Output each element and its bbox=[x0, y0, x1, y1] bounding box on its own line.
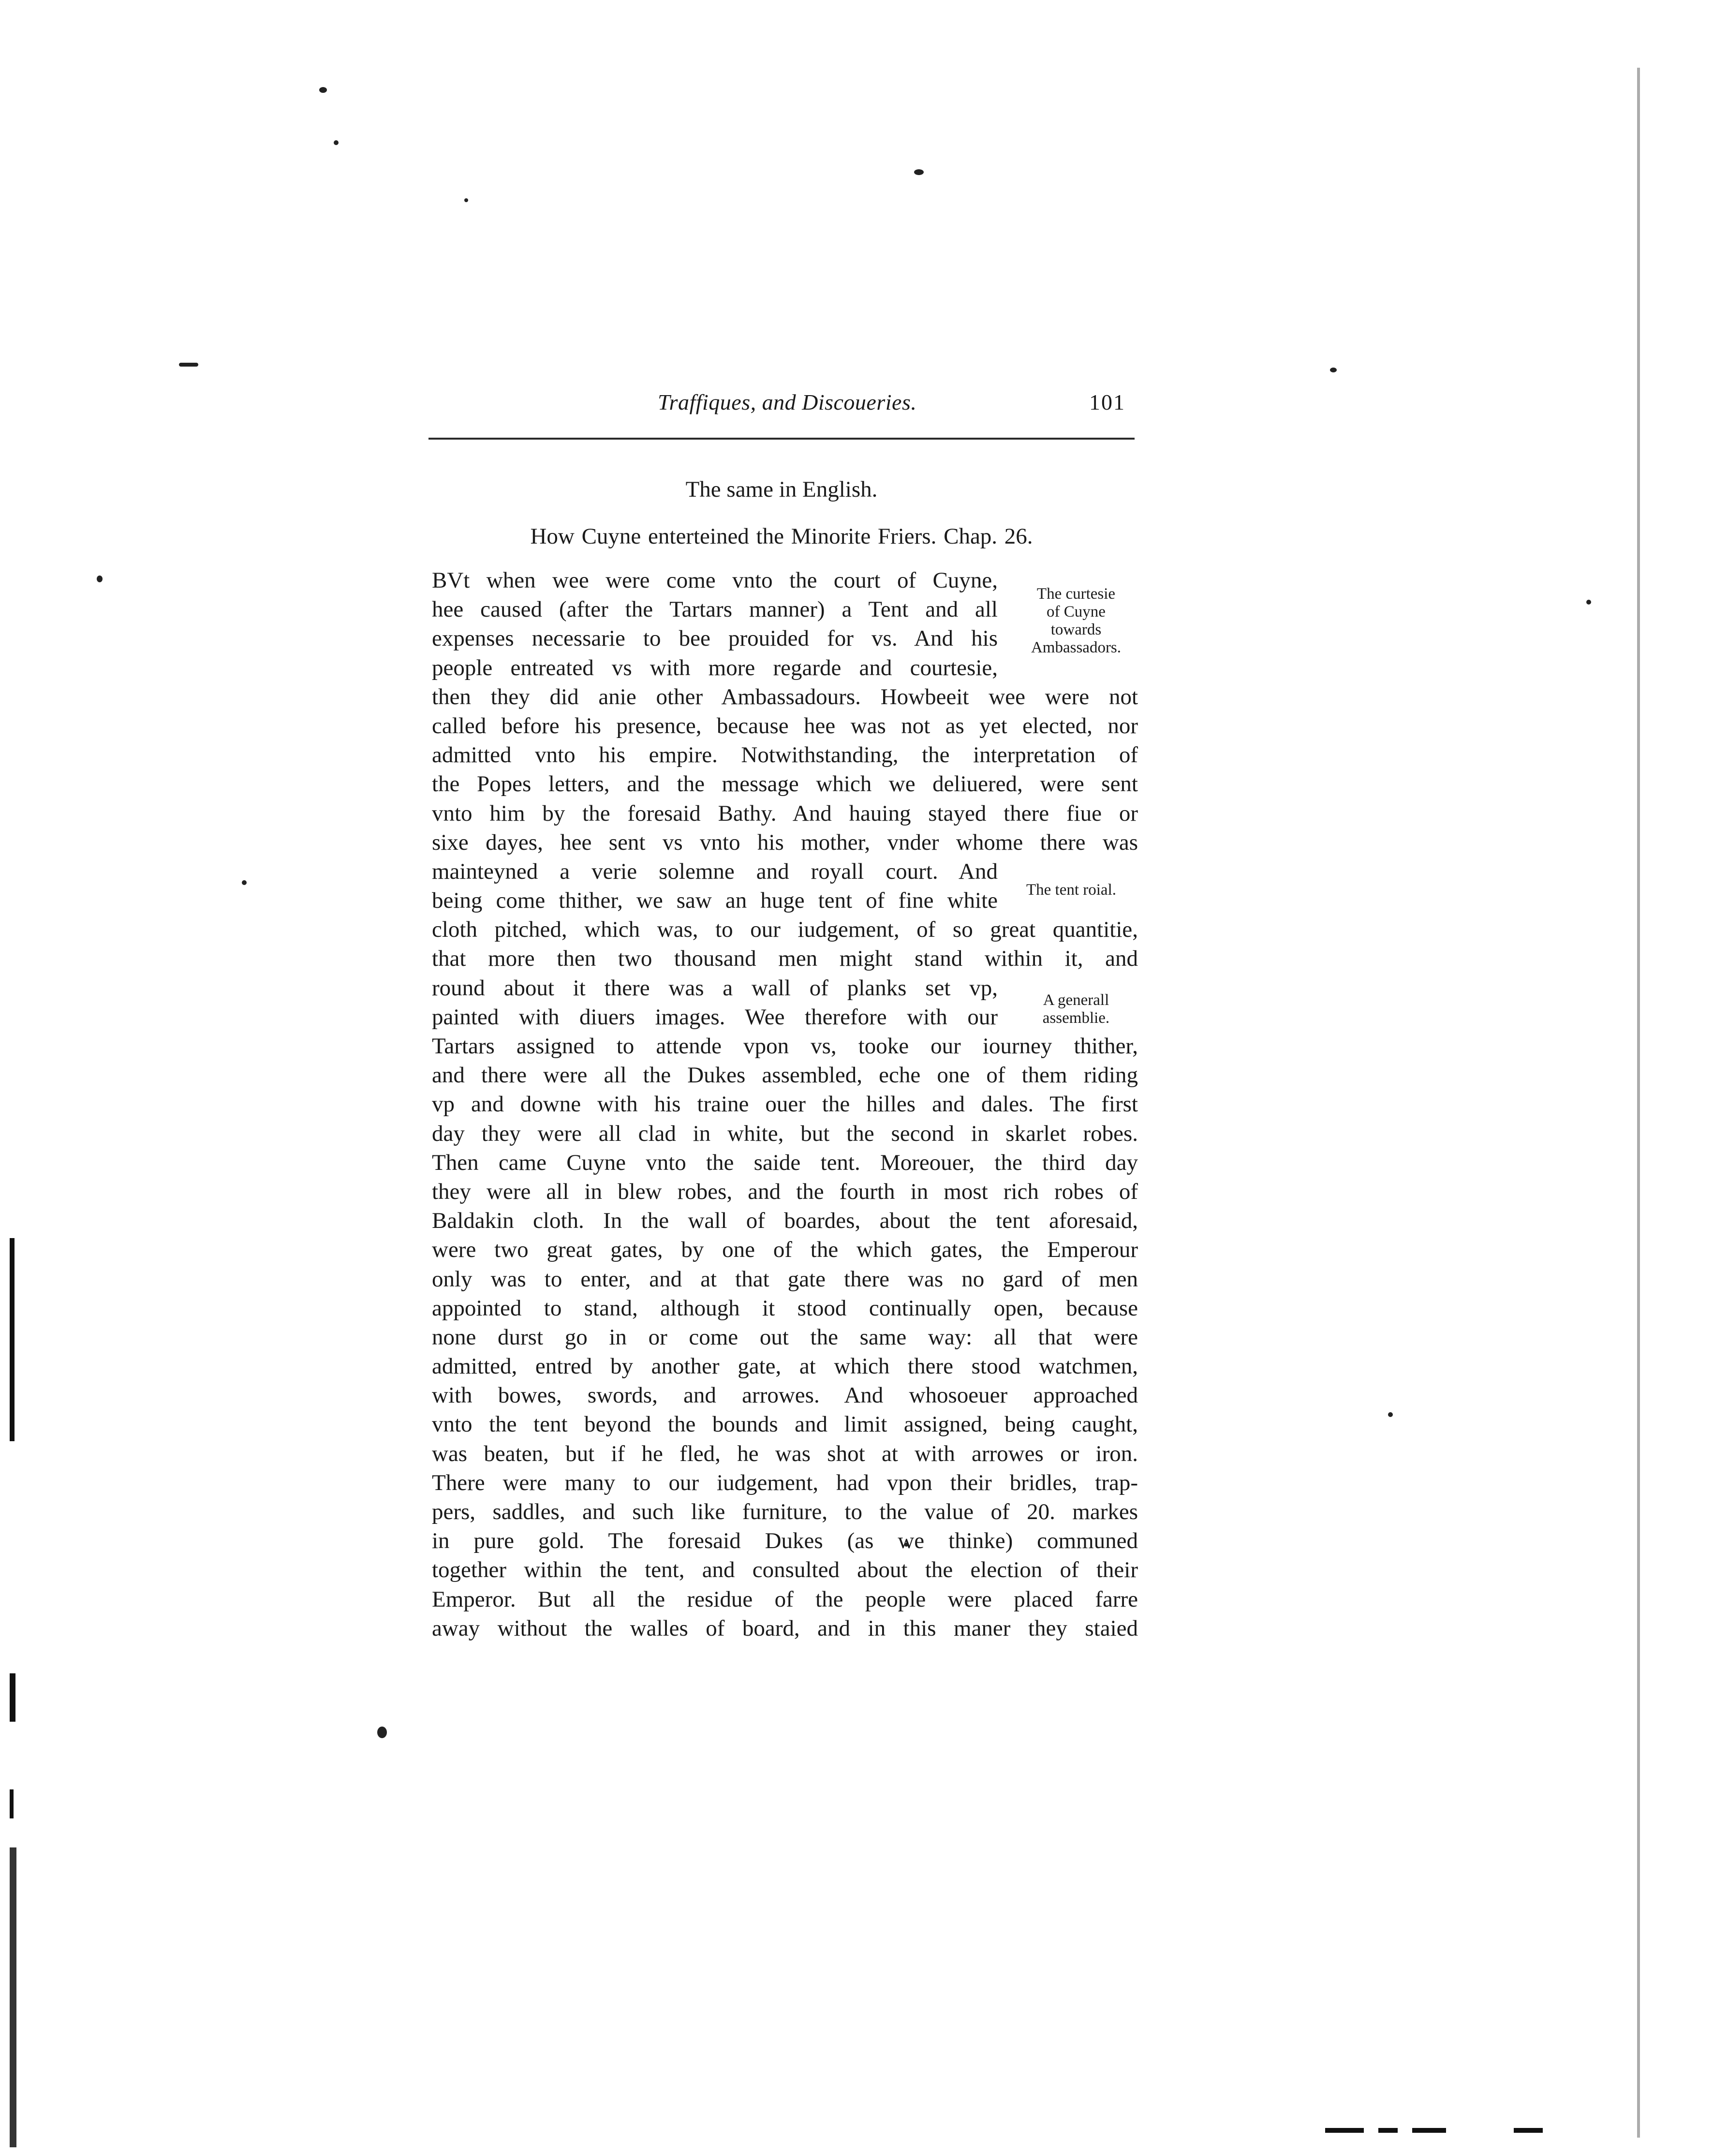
speck bbox=[319, 87, 327, 93]
running-title: Traffiques, and Discoueries. bbox=[658, 390, 917, 414]
bottom-dash-4 bbox=[1514, 2128, 1543, 2133]
text-line: called before his presence, because hee was not as yet elected, nor bbox=[432, 713, 1138, 738]
text-line: round about it there was a wall of planks set vp, bbox=[432, 975, 998, 1001]
speck bbox=[1388, 1412, 1393, 1417]
text-line: vp and downe with his traine ouer the hilles and dales. The first bbox=[432, 1092, 1138, 1117]
text-line: they were all in blew robes, and the fourth in most rich robes of bbox=[432, 1179, 1138, 1204]
sidenote-line: assemblie. bbox=[1042, 1009, 1110, 1027]
left-edge-shadow-bottom bbox=[10, 1789, 14, 1818]
text-line: BVt when wee were come vnto the court of Cuyne, bbox=[432, 568, 998, 593]
text-line: pers, saddles, and such like furniture, to the value of 20. markes bbox=[432, 1499, 1138, 1524]
bottom-dash-3 bbox=[1412, 2128, 1446, 2133]
text-line: day they were all clad in white, but the second in skarlet robes. bbox=[432, 1121, 1138, 1146]
text-line: the Popes letters, and the message which we deliuered, were sent bbox=[432, 771, 1138, 797]
text-line: away without the walles of board, and in this maner they staied bbox=[432, 1615, 1138, 1641]
bottom-dash-1 bbox=[1325, 2128, 1364, 2133]
text-line: painted with diuers images. Wee therefore with our bbox=[432, 1004, 998, 1030]
text-line: cloth pitched, which was, to our iudgement, of so great quantitie, bbox=[432, 917, 1138, 943]
page-number: 101 bbox=[1089, 390, 1125, 414]
bottom-dash-2 bbox=[1378, 2128, 1398, 2133]
text-line: appointed to stand, although it stood continually open, because bbox=[432, 1295, 1138, 1321]
text-line: Then came Cuyne vnto the saide tent. Moreouer, the third day bbox=[432, 1150, 1138, 1175]
sidenote-line: A generall bbox=[1043, 991, 1109, 1009]
sidenote-assembly bbox=[1016, 991, 1137, 1027]
text-line: Tartars assigned to attende vpon vs, tooke our iourney thither, bbox=[432, 1034, 1138, 1059]
header-rule bbox=[428, 438, 1135, 440]
speck bbox=[914, 169, 924, 175]
chapter-title: How Cuyne enterteined the Minorite Friers. Chap. 26. bbox=[530, 524, 1033, 549]
sidenote-line: The tent roial. bbox=[1026, 881, 1116, 899]
speck bbox=[97, 576, 103, 582]
text-line: together within the tent, and consulted about the election of their bbox=[432, 1557, 1138, 1583]
text-line: was beaten, but if he fled, he was shot at with arrowes or iron. bbox=[432, 1441, 1138, 1466]
text-line: vnto the tent beyond the bounds and limit assigned, being caught, bbox=[432, 1412, 1138, 1437]
section-title: The same in English. bbox=[685, 477, 878, 502]
speck bbox=[1330, 368, 1337, 372]
text-line: expenses necessarie to bee prouided for vs. And his bbox=[432, 626, 998, 651]
sidenote-curtesie bbox=[1004, 585, 1149, 657]
text-line: people entreated vs with more regarde and courtesie, bbox=[432, 655, 998, 680]
left-edge-binding bbox=[10, 1847, 16, 2147]
text-line: hee caused (after the Tartars manner) a Tent and all bbox=[432, 597, 998, 622]
text-line: and there were all the Dukes assembled, eche one of them riding bbox=[432, 1063, 1138, 1088]
body-text bbox=[432, 566, 1138, 1643]
text-line: sixe dayes, hee sent vs vnto his mother, vnder whome there was bbox=[432, 829, 1138, 855]
speck bbox=[464, 198, 468, 202]
text-line: were two great gates, by one of the which gates, the Emperour bbox=[432, 1237, 1138, 1263]
text-line: mainteyned a verie solemne and royall court. And bbox=[432, 858, 998, 884]
text-line: admitted, entred by another gate, at which there stood watchmen, bbox=[432, 1354, 1138, 1379]
text-line: with bowes, swords, and arrowes. And whosoeuer approached bbox=[432, 1383, 1138, 1408]
speck bbox=[242, 880, 247, 885]
text-line: Baldakin cloth. In the wall of boardes, about the tent aforesaid, bbox=[432, 1208, 1138, 1234]
sidenote-line: towards bbox=[1050, 621, 1102, 638]
text-line: none durst go in or come out the same way: all that were bbox=[432, 1324, 1138, 1350]
text-line: admitted vnto his empire. Notwithstanding, the interpretation of bbox=[432, 742, 1138, 768]
text-line: then they did anie other Ambassadours. Howbeeit wee were not bbox=[432, 684, 1138, 709]
text-line: There were many to our iudgement, had vpon their bridles, trap- bbox=[432, 1470, 1138, 1495]
right-edge-strip bbox=[1637, 68, 1640, 2138]
speck bbox=[179, 363, 198, 367]
sidenote-line: of Cuyne bbox=[1047, 603, 1106, 620]
speck bbox=[377, 1727, 387, 1738]
text-line: vnto him by the foresaid Bathy. And hauing stayed there fiue or bbox=[432, 800, 1138, 826]
speck bbox=[334, 140, 339, 145]
text-line: being come thither, we saw an huge tent of fine white bbox=[432, 888, 998, 914]
left-edge-shadow-lower bbox=[10, 1673, 15, 1722]
text-line: in pure gold. The foresaid Dukes (as we thinke) communed bbox=[432, 1528, 1138, 1554]
sidenote-tent bbox=[1008, 881, 1134, 899]
text-line: that more then two thousand men might stand within it, and bbox=[432, 946, 1138, 972]
sidenote-line: The curtesie bbox=[1036, 585, 1116, 603]
running-head bbox=[426, 389, 1132, 428]
text-line: only was to enter, and at that gate there was no gard of men bbox=[432, 1266, 1138, 1292]
sidenote-line: Ambassadors. bbox=[1031, 639, 1122, 656]
text-line: Emperor. But all the residue of the people were placed farre bbox=[432, 1586, 1138, 1612]
left-edge-shadow bbox=[10, 1238, 15, 1441]
speck bbox=[1586, 600, 1591, 605]
